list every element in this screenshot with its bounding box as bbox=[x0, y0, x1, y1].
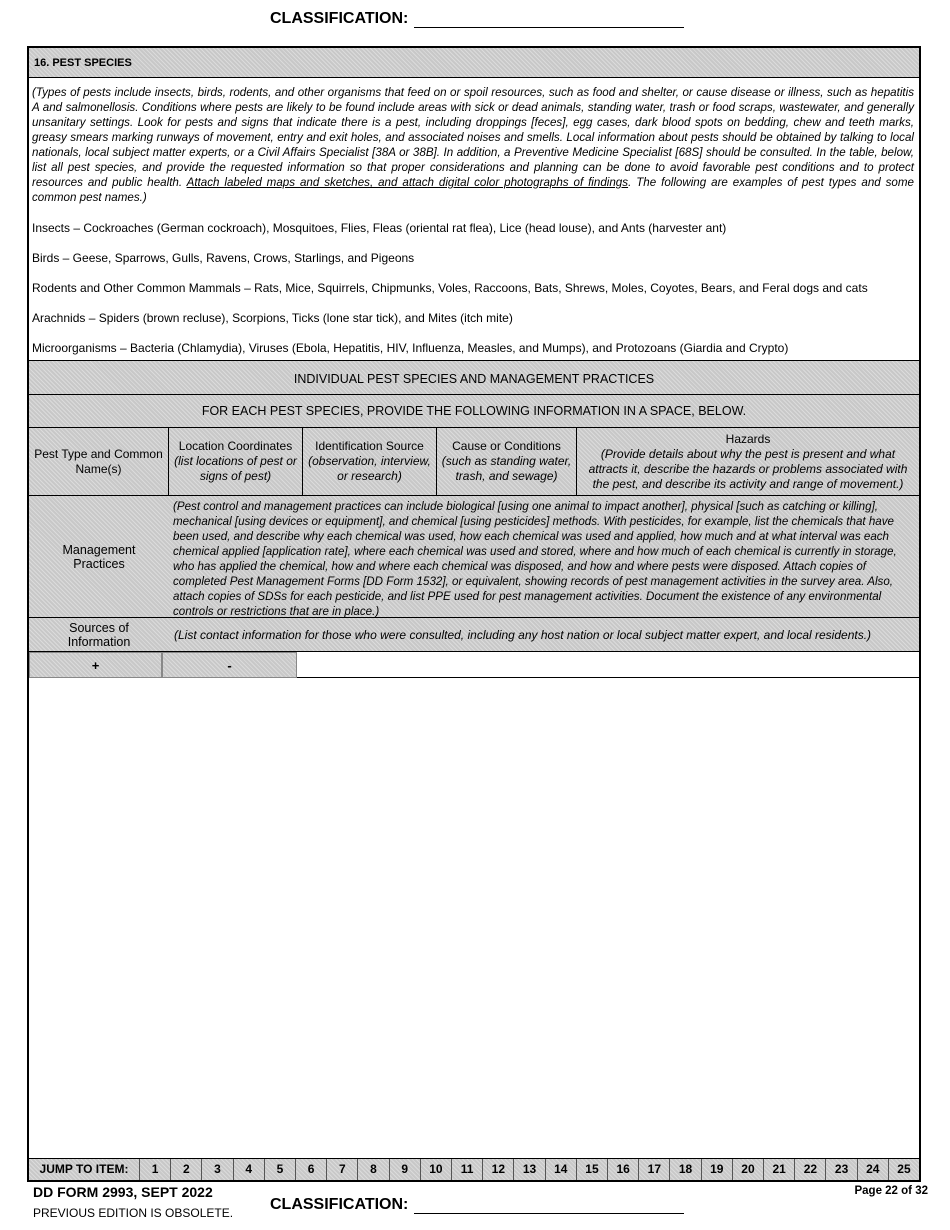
jump-item-4[interactable]: 4 bbox=[234, 1159, 265, 1180]
sources-of-information-instructions: (List contact information for those who were consulted, including any host nation or local subject matter expert, and local residents.) bbox=[169, 618, 919, 652]
management-practices-label bbox=[29, 496, 169, 618]
jump-item-22[interactable]: 22 bbox=[795, 1159, 826, 1180]
jump-item-9[interactable]: 9 bbox=[390, 1159, 421, 1180]
jump-item-15[interactable]: 15 bbox=[577, 1159, 608, 1180]
page-number: Page 22 of 32 bbox=[854, 1185, 928, 1197]
classification-label: CLASSIFICATION: bbox=[270, 10, 409, 27]
jump-item-17[interactable]: 17 bbox=[639, 1159, 670, 1180]
jump-item-1[interactable]: 1 bbox=[140, 1159, 171, 1180]
jump-item-21[interactable]: 21 bbox=[764, 1159, 795, 1180]
classification-field[interactable] bbox=[414, 1199, 684, 1214]
add-row-button[interactable]: + bbox=[29, 652, 162, 678]
column-cause-conditions bbox=[437, 428, 577, 496]
intro-instructions bbox=[32, 85, 914, 205]
jump-to-item-bar bbox=[29, 1158, 919, 1180]
example-insects: Insects – Cockroaches (German cockroach), Mosquitoes, Flies, Fleas (oriental rat flea), Lice (head louse), and Ants (harvester ant) bbox=[32, 221, 727, 235]
label-line: Management bbox=[62, 542, 136, 557]
jump-item-11[interactable]: 11 bbox=[452, 1159, 483, 1180]
jump-item-18[interactable]: 18 bbox=[670, 1159, 701, 1180]
intro-tail: . The following are examples of pest types and some common pest names.) bbox=[32, 176, 914, 204]
jump-item-3[interactable]: 3 bbox=[202, 1159, 233, 1180]
column-title: Hazards bbox=[725, 431, 771, 446]
label-line: Practices bbox=[73, 556, 125, 571]
example-microorganisms: Microorganisms – Bacteria (Chlamydia), Viruses (Ebola, Hepatitis, HIV, Influenza, Measles, and Mumps), and Protozoans (Giardia and Crypto) bbox=[32, 341, 789, 355]
sources-of-information-label bbox=[29, 618, 169, 652]
example-arachnids: Arachnids – Spiders (brown recluse), Scorpions, Ticks (lone star tick), and Mites (itch mite) bbox=[32, 311, 513, 325]
jump-item-5[interactable]: 5 bbox=[265, 1159, 296, 1180]
section-header: 16. PEST SPECIES bbox=[29, 48, 919, 78]
column-title: Cause or Conditions bbox=[452, 439, 561, 453]
remove-row-button[interactable]: - bbox=[162, 652, 297, 678]
column-hazards bbox=[577, 428, 919, 496]
column-pest-type bbox=[29, 428, 169, 496]
example-mammals: Rodents and Other Common Mammals – Rats, Mice, Squirrels, Chipmunks, Voles, Raccoons, Bats, Shrews, Moles, Coyotes, Bears, and Feral dogs and cats bbox=[32, 281, 868, 295]
jump-item-23[interactable]: 23 bbox=[826, 1159, 857, 1180]
table-heading: INDIVIDUAL PEST SPECIES AND MANAGEMENT PRACTICES bbox=[29, 360, 919, 395]
jump-item-14[interactable]: 14 bbox=[546, 1159, 577, 1180]
jump-item-16[interactable]: 16 bbox=[608, 1159, 639, 1180]
classification-bottom bbox=[270, 1196, 684, 1214]
jump-item-24[interactable]: 24 bbox=[858, 1159, 889, 1180]
label-line: Sources of bbox=[69, 620, 129, 635]
classification-top bbox=[270, 10, 684, 28]
column-note: (list locations of pest or signs of pest) bbox=[174, 454, 297, 483]
column-note: (observation, interview, or research) bbox=[308, 454, 431, 483]
column-title: Identification Source bbox=[315, 439, 424, 453]
jump-label: JUMP TO ITEM: bbox=[29, 1159, 140, 1180]
column-note: (Provide details about why the pest is present and what attracts it, describe the hazards or problems associated with the pest, and describe its activity and range of movement.) bbox=[588, 446, 908, 491]
form-name: DD FORM 2993, SEPT 2022 bbox=[33, 1184, 213, 1200]
column-title: Location Coordinates bbox=[178, 439, 293, 453]
jump-item-19[interactable]: 19 bbox=[702, 1159, 733, 1180]
management-practices-instructions: (Pest control and management practices can include biological [using one animal to impact another], physical [such as catching or killing], mechanical [using devices or equipment], and chemical [using pesticides] methods. With pesticides, for example, list the chemicals that have been used, and describe why each chemical was used, how each chemical was used and applied, how much and at what interval was each chemical applied [application rate], where each chemical was used and stored, where and how much of each chemical is currently in storage, who has applied the chemical, how and where each chemical was disposed, and how and where pests were disposed. Attach copies of completed Pest Management Forms [DD Form 1532], or equivalent, showing records of pest management activities in the survey area. Also, attach copies of SDSs for each pesticide, and list PPE used for pest management activities. Document the existence of any environmental controls or restrictions that are in place.) bbox=[169, 496, 919, 618]
column-title: Pest Type and Common Name(s) bbox=[34, 446, 163, 476]
column-note: (such as standing water, trash, and sewage) bbox=[441, 454, 572, 483]
jump-item-25[interactable]: 25 bbox=[897, 1162, 911, 1176]
classification-field[interactable] bbox=[414, 13, 684, 28]
jump-item-6[interactable]: 6 bbox=[296, 1159, 327, 1180]
jump-item-13[interactable]: 13 bbox=[514, 1159, 545, 1180]
jump-item-20[interactable]: 20 bbox=[733, 1159, 764, 1180]
column-location bbox=[169, 428, 303, 496]
form-frame bbox=[27, 46, 921, 1182]
entry-area[interactable] bbox=[29, 679, 919, 1157]
label-line: Information bbox=[67, 634, 131, 649]
intro-text: (Types of pests include insects, birds, rodents, and other organisms that feed on or spoil resources, such as food and shelter, or cause disease or illness, such as hepatitis A and salmonellosis. Conditions where pests are likely to be found include areas with sick or dead animals, standing water, trash or food scraps, wastewater, and generally unsanitary settings. Look for pests and signs that indicate there is a pest, including droppings [feces], egg cases, dark blood spots on bedding, chew and teeth marks, greasy smears marking runways of movement, entry and exit holes, and associated noises and smells. Local information about pests should be obtained by talking to local nationals, local subject matter experts, or a Civil Affairs Specialist [38A or 38B]. In addition, a Preventive Medicine Specialist [68S] should be consulted. In the table, below, list all pest species, and provide the requested information so that proper considerations and planning can be done to avoid favorable pest conditions and to protect resources and public health. bbox=[32, 86, 914, 189]
classification-label: CLASSIFICATION: bbox=[270, 1196, 409, 1213]
jump-item-2[interactable]: 2 bbox=[171, 1159, 202, 1180]
jump-item-10[interactable]: 10 bbox=[421, 1159, 452, 1180]
obsolete-notice: PREVIOUS EDITION IS OBSOLETE. bbox=[33, 1206, 234, 1220]
jump-item-7[interactable]: 7 bbox=[327, 1159, 358, 1180]
intro-underlined: Attach labeled maps and sketches, and attach digital color photographs of findings bbox=[186, 176, 629, 189]
column-identification-source bbox=[303, 428, 437, 496]
table-subheading: FOR EACH PEST SPECIES, PROVIDE THE FOLLOWING INFORMATION IN A SPACE, BELOW. bbox=[29, 395, 919, 428]
example-birds: Birds – Geese, Sparrows, Gulls, Ravens, Crows, Starlings, and Pigeons bbox=[32, 251, 415, 265]
jump-item-8[interactable]: 8 bbox=[358, 1159, 389, 1180]
jump-item-12[interactable]: 12 bbox=[483, 1159, 514, 1180]
